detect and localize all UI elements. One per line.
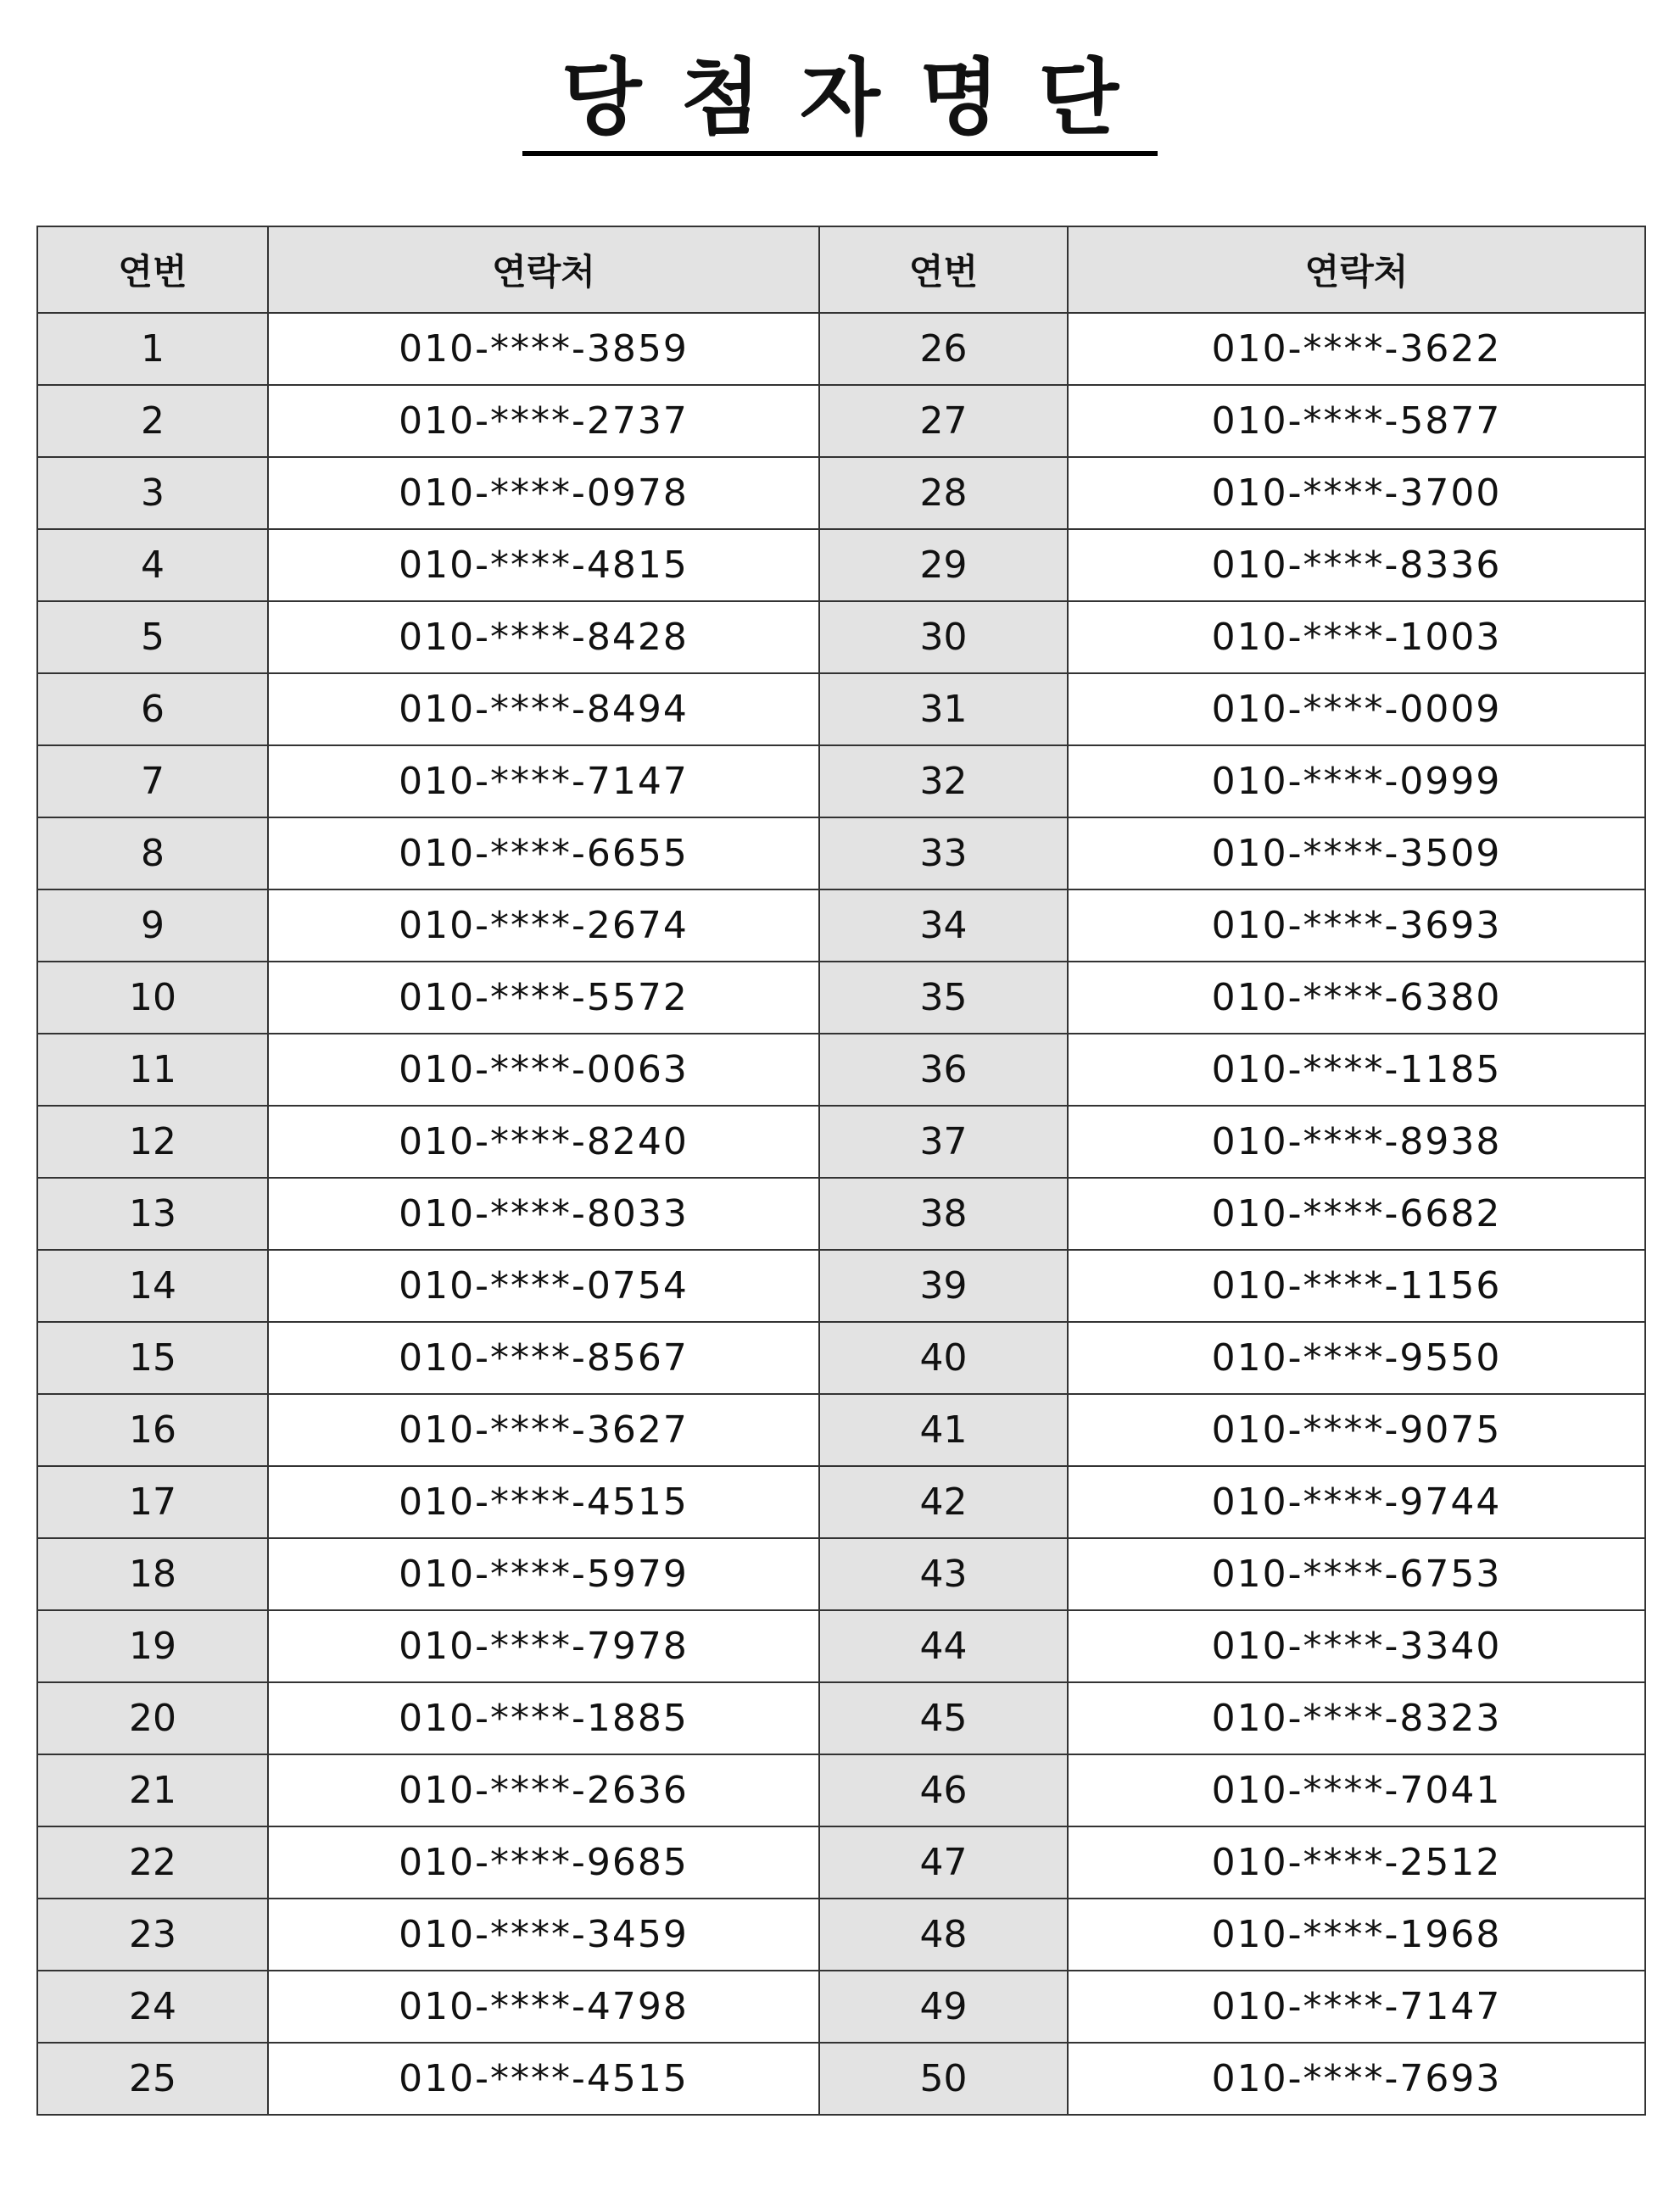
contact-number-left: 010-****-9685 <box>268 1826 819 1899</box>
contact-number-left: 010-****-0978 <box>268 457 819 529</box>
contact-number-right: 010-****-2512 <box>1068 1826 1645 1899</box>
contact-number-right: 010-****-3700 <box>1068 457 1645 529</box>
seq-number-left: 2 <box>37 385 268 457</box>
contact-number-right: 010-****-7693 <box>1068 2043 1645 2115</box>
seq-number-left: 18 <box>37 1538 268 1610</box>
seq-number-left: 15 <box>37 1322 268 1394</box>
contact-number-left: 010-****-3859 <box>268 313 819 385</box>
contact-number-right: 010-****-1968 <box>1068 1899 1645 1971</box>
table-row <box>37 529 1645 601</box>
contact-number-right: 010-****-8938 <box>1068 1106 1645 1178</box>
table-row <box>37 601 1645 673</box>
contact-number-left: 010-****-4515 <box>268 2043 819 2115</box>
contact-number-right: 010-****-1185 <box>1068 1034 1645 1106</box>
seq-number-right: 37 <box>819 1106 1068 1178</box>
contact-number-right: 010-****-7147 <box>1068 1971 1645 2043</box>
contact-number-right: 010-****-6682 <box>1068 1178 1645 1250</box>
table-row <box>37 673 1645 745</box>
seq-number-right: 30 <box>819 601 1068 673</box>
header-seq-right: 연번 <box>819 226 1068 313</box>
seq-number-left: 19 <box>37 1610 268 1682</box>
contact-number-right: 010-****-9744 <box>1068 1466 1645 1538</box>
table-row <box>37 1971 1645 2043</box>
contact-number-left: 010-****-3627 <box>268 1394 819 1466</box>
seq-number-left: 4 <box>37 529 268 601</box>
table-row <box>37 2043 1645 2115</box>
seq-number-left: 20 <box>37 1682 268 1754</box>
seq-number-left: 3 <box>37 457 268 529</box>
contact-number-left: 010-****-4798 <box>268 1971 819 2043</box>
seq-number-left: 24 <box>37 1971 268 2043</box>
contact-number-left: 010-****-8428 <box>268 601 819 673</box>
contact-number-right: 010-****-1003 <box>1068 601 1645 673</box>
table-row <box>37 745 1645 817</box>
seq-number-left: 12 <box>37 1106 268 1178</box>
contact-number-left: 010-****-5979 <box>268 1538 819 1610</box>
seq-number-right: 32 <box>819 745 1068 817</box>
seq-number-right: 34 <box>819 889 1068 962</box>
seq-number-left: 1 <box>37 313 268 385</box>
contact-number-right: 010-****-3693 <box>1068 889 1645 962</box>
seq-number-right: 50 <box>819 2043 1068 2115</box>
contact-number-right: 010-****-8323 <box>1068 1682 1645 1754</box>
contact-number-right: 010-****-7041 <box>1068 1754 1645 1826</box>
seq-number-left: 22 <box>37 1826 268 1899</box>
table-row <box>37 385 1645 457</box>
seq-number-right: 47 <box>819 1826 1068 1899</box>
table-row <box>37 1394 1645 1466</box>
table-row <box>37 1034 1645 1106</box>
seq-number-right: 35 <box>819 962 1068 1034</box>
seq-number-right: 44 <box>819 1610 1068 1682</box>
table-row <box>37 1106 1645 1178</box>
contact-number-right: 010-****-1156 <box>1068 1250 1645 1322</box>
contact-number-left: 010-****-0063 <box>268 1034 819 1106</box>
header-row <box>37 226 1645 313</box>
table-row <box>37 889 1645 962</box>
table-row <box>37 962 1645 1034</box>
contact-number-left: 010-****-0754 <box>268 1250 819 1322</box>
contact-number-right: 010-****-5877 <box>1068 385 1645 457</box>
contact-number-right: 010-****-8336 <box>1068 529 1645 601</box>
seq-number-right: 49 <box>819 1971 1068 2043</box>
seq-number-left: 13 <box>37 1178 268 1250</box>
seq-number-right: 36 <box>819 1034 1068 1106</box>
seq-number-right: 27 <box>819 385 1068 457</box>
seq-number-right: 46 <box>819 1754 1068 1826</box>
seq-number-right: 29 <box>819 529 1068 601</box>
seq-number-right: 40 <box>819 1322 1068 1394</box>
seq-number-left: 21 <box>37 1754 268 1826</box>
contact-number-right: 010-****-6753 <box>1068 1538 1645 1610</box>
contact-number-right: 010-****-0999 <box>1068 745 1645 817</box>
seq-number-left: 11 <box>37 1034 268 1106</box>
contact-number-right: 010-****-3340 <box>1068 1610 1645 1682</box>
contact-number-right: 010-****-9075 <box>1068 1394 1645 1466</box>
seq-number-left: 9 <box>37 889 268 962</box>
seq-number-right: 42 <box>819 1466 1068 1538</box>
seq-number-left: 17 <box>37 1466 268 1538</box>
contact-number-left: 010-****-4815 <box>268 529 819 601</box>
contact-number-left: 010-****-2674 <box>268 889 819 962</box>
seq-number-left: 8 <box>37 817 268 889</box>
seq-number-left: 25 <box>37 2043 268 2115</box>
table-row <box>37 457 1645 529</box>
seq-number-left: 10 <box>37 962 268 1034</box>
header-contact-right: 연락처 <box>1068 226 1645 313</box>
contact-number-left: 010-****-6655 <box>268 817 819 889</box>
seq-number-left: 14 <box>37 1250 268 1322</box>
contact-number-left: 010-****-5572 <box>268 962 819 1034</box>
contact-number-left: 010-****-7147 <box>268 745 819 817</box>
contact-number-left: 010-****-3459 <box>268 1899 819 1971</box>
table-row <box>37 313 1645 385</box>
seq-number-left: 16 <box>37 1394 268 1466</box>
contact-number-left: 010-****-8494 <box>268 673 819 745</box>
seq-number-right: 48 <box>819 1899 1068 1971</box>
seq-number-left: 7 <box>37 745 268 817</box>
contact-number-right: 010-****-6380 <box>1068 962 1645 1034</box>
header-contact-left: 연락처 <box>268 226 819 313</box>
contact-number-left: 010-****-4515 <box>268 1466 819 1538</box>
table-row <box>37 1899 1645 1971</box>
seq-number-right: 28 <box>819 457 1068 529</box>
table-row <box>37 1610 1645 1682</box>
seq-number-right: 31 <box>819 673 1068 745</box>
seq-number-right: 39 <box>819 1250 1068 1322</box>
contact-number-left: 010-****-2737 <box>268 385 819 457</box>
table-row <box>37 1466 1645 1538</box>
seq-number-right: 26 <box>819 313 1068 385</box>
table-row <box>37 1178 1645 1250</box>
contact-number-left: 010-****-7978 <box>268 1610 819 1682</box>
contact-number-right: 010-****-0009 <box>1068 673 1645 745</box>
table-body <box>37 313 1645 2115</box>
title-area <box>0 49 1680 156</box>
table-row <box>37 1322 1645 1394</box>
contact-number-left: 010-****-8033 <box>268 1178 819 1250</box>
contact-number-left: 010-****-2636 <box>268 1754 819 1826</box>
seq-number-left: 6 <box>37 673 268 745</box>
header-seq-left: 연번 <box>37 226 268 313</box>
seq-number-right: 38 <box>819 1178 1068 1250</box>
table-row <box>37 1826 1645 1899</box>
seq-number-right: 45 <box>819 1682 1068 1754</box>
seq-number-left: 5 <box>37 601 268 673</box>
seq-number-left: 23 <box>37 1899 268 1971</box>
table-row <box>37 817 1645 889</box>
seq-number-right: 41 <box>819 1394 1068 1466</box>
contact-number-left: 010-****-8240 <box>268 1106 819 1178</box>
table-row <box>37 1754 1645 1826</box>
page-title: 당첨자명단 <box>522 49 1158 156</box>
seq-number-right: 33 <box>819 817 1068 889</box>
contact-number-right: 010-****-9550 <box>1068 1322 1645 1394</box>
contact-number-right: 010-****-3509 <box>1068 817 1645 889</box>
seq-number-right: 43 <box>819 1538 1068 1610</box>
table-row <box>37 1682 1645 1754</box>
contact-number-left: 010-****-1885 <box>268 1682 819 1754</box>
contact-number-left: 010-****-8567 <box>268 1322 819 1394</box>
table-row <box>37 1538 1645 1610</box>
table-row <box>37 1250 1645 1322</box>
contact-number-right: 010-****-3622 <box>1068 313 1645 385</box>
winners-table <box>36 226 1646 2116</box>
